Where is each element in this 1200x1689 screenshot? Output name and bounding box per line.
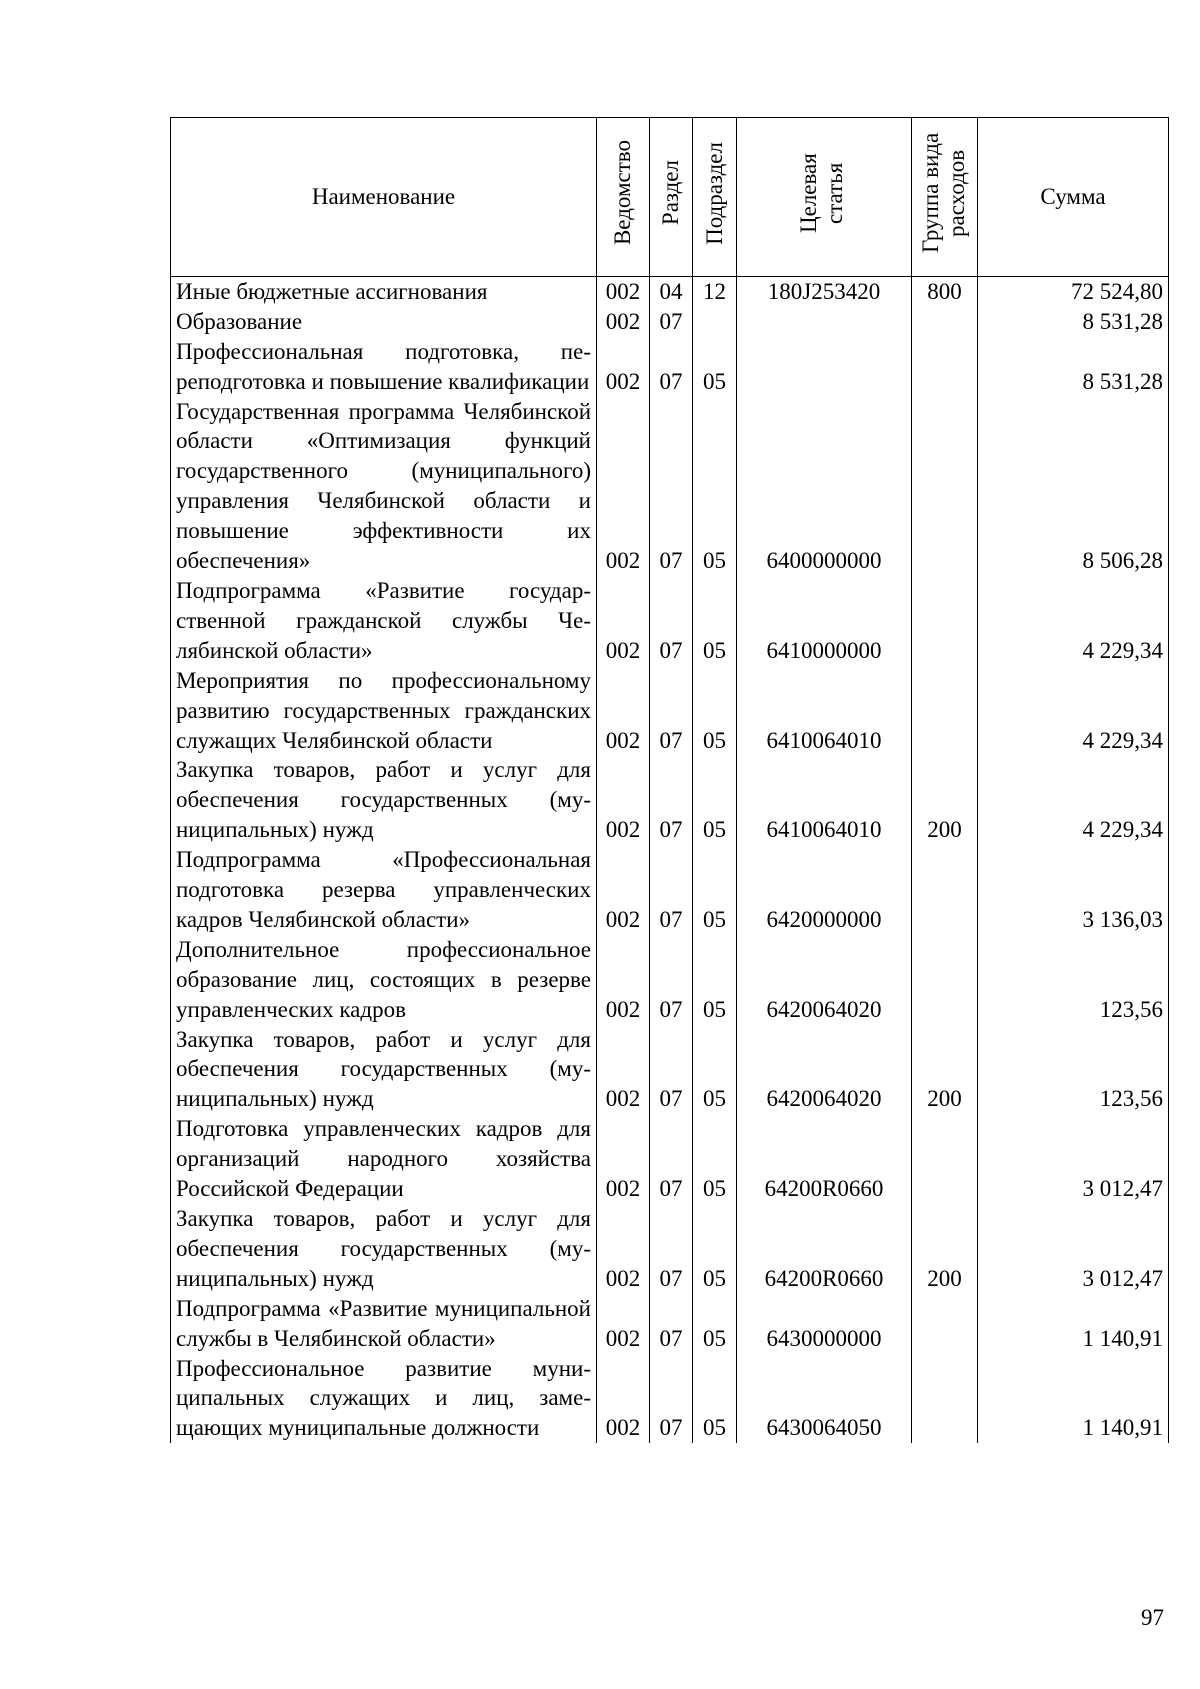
cell-gruppa: [912, 935, 978, 1025]
cell-vedomstvo: 002: [597, 337, 650, 397]
header-summa: [978, 118, 1169, 277]
cell-name: Закупка товаров, работ и услуг для обеспечения государственных (муниципальных) нужд: [171, 1204, 597, 1294]
cell-gruppa: [912, 576, 978, 666]
cell-podrazdel: 05: [693, 666, 737, 756]
header-razdel-label: Раздел: [658, 160, 683, 226]
header-gruppa-label: Группа вида расходов: [917, 132, 969, 254]
header-name-label: Наименование: [311, 184, 456, 209]
table-row: [171, 1204, 1169, 1294]
cell-summa: 3 136,03: [978, 845, 1169, 935]
cell-name: Иные бюджетные ассигнования: [171, 276, 597, 306]
cell-summa: 3 012,47: [978, 1114, 1169, 1204]
cell-podrazdel: 05: [693, 1294, 737, 1354]
cell-podrazdel: 05: [693, 1114, 737, 1204]
cell-gruppa: [912, 337, 978, 397]
cell-summa: 4 229,34: [978, 755, 1169, 845]
budget-table: [170, 117, 1169, 1443]
table-row: [171, 845, 1169, 935]
cell-podrazdel: [693, 307, 737, 337]
header-gruppa-vida-rashodov: [912, 118, 978, 277]
cell-vedomstvo: 002: [597, 1114, 650, 1204]
cell-razdel: 07: [650, 1354, 693, 1444]
header-vedomstvo-label: Ведомство: [610, 140, 635, 246]
cell-name: Дополнительное профессиональное образование лиц, состоящих в резерве управленческих кадров: [171, 935, 597, 1025]
cell-celevaya-statya: 180J253420: [737, 276, 912, 306]
cell-celevaya-statya: 6420000000: [737, 845, 912, 935]
cell-summa: 4 229,34: [978, 576, 1169, 666]
cell-gruppa: 200: [912, 755, 978, 845]
cell-celevaya-statya: 64200R0660: [737, 1114, 912, 1204]
cell-gruppa: [912, 307, 978, 337]
cell-vedomstvo: 002: [597, 1025, 650, 1115]
cell-gruppa: [912, 1354, 978, 1444]
cell-name: Закупка товаров, работ и услуг для обеспечения государственных (муниципальных) нужд: [171, 755, 597, 845]
cell-podrazdel: 05: [693, 1025, 737, 1115]
header-podrazdel-label: Подраздел: [701, 141, 727, 245]
cell-celevaya-statya: 6410000000: [737, 576, 912, 666]
header-vedomstvo: [597, 118, 650, 277]
cell-razdel: 04: [650, 276, 693, 306]
cell-razdel: 07: [650, 576, 693, 666]
header-name: [171, 118, 597, 277]
header-summa-label: Сумма: [1040, 184, 1106, 209]
cell-celevaya-statya: 64200R0660: [737, 1204, 912, 1294]
cell-podrazdel: 05: [693, 935, 737, 1025]
cell-vedomstvo: 002: [597, 307, 650, 337]
cell-razdel: 07: [650, 845, 693, 935]
cell-summa: 1 140,91: [978, 1294, 1169, 1354]
table-row: [171, 666, 1169, 756]
cell-vedomstvo: 002: [597, 397, 650, 576]
header-celevaya-statya-label: Целевая статья: [796, 153, 847, 233]
cell-name: Образование: [171, 307, 597, 337]
table-row: [171, 1025, 1169, 1115]
table-row: [171, 1114, 1169, 1204]
cell-razdel: 07: [650, 755, 693, 845]
cell-name: Подпрограмма «Профессиональная подготовка резерва управленческих кадров Челябинской области»: [171, 845, 597, 935]
cell-razdel: 07: [650, 1114, 693, 1204]
cell-podrazdel: 12: [693, 276, 737, 306]
cell-name: Профессиональное развитие муниципальных служащих и лиц, замещающих муниципальные должности: [171, 1354, 597, 1444]
cell-vedomstvo: 002: [597, 1294, 650, 1354]
table-row: [171, 1294, 1169, 1354]
cell-name: Профессиональная подготовка, переподготовка и повышение квалификации: [171, 337, 597, 397]
cell-vedomstvo: 002: [597, 935, 650, 1025]
cell-celevaya-statya: [737, 337, 912, 397]
table-row: [171, 397, 1169, 576]
cell-podrazdel: 05: [693, 1354, 737, 1444]
cell-gruppa: [912, 1114, 978, 1204]
cell-vedomstvo: 002: [597, 845, 650, 935]
cell-podrazdel: 05: [693, 845, 737, 935]
cell-razdel: 07: [650, 307, 693, 337]
cell-celevaya-statya: 6420064020: [737, 935, 912, 1025]
cell-summa: 3 012,47: [978, 1204, 1169, 1294]
cell-podrazdel: 05: [693, 755, 737, 845]
cell-summa: 123,56: [978, 1025, 1169, 1115]
cell-razdel: 07: [650, 1294, 693, 1354]
cell-summa: 123,56: [978, 935, 1169, 1025]
header-celevaya-statya: [737, 118, 912, 277]
cell-podrazdel: 05: [693, 1204, 737, 1294]
cell-gruppa: 200: [912, 1204, 978, 1294]
cell-summa: 8 531,28: [978, 337, 1169, 397]
cell-name: Закупка товаров, работ и услуг для обеспечения государственных (муниципальных) нужд: [171, 1025, 597, 1115]
cell-podrazdel: 05: [693, 397, 737, 576]
table-header: [171, 118, 1169, 277]
cell-vedomstvo: 002: [597, 576, 650, 666]
cell-name: Государственная программа Челябинской области «Оптимизация функций государственного (муниципального) управления Челябинской области и повышение эффективности их обеспечения»: [171, 397, 597, 576]
cell-razdel: 07: [650, 1025, 693, 1115]
cell-celevaya-statya: 6420064020: [737, 1025, 912, 1115]
header-razdel: [650, 118, 693, 277]
cell-summa: 4 229,34: [978, 666, 1169, 756]
cell-summa: 8 506,28: [978, 397, 1169, 576]
cell-razdel: 07: [650, 397, 693, 576]
cell-razdel: 07: [650, 1204, 693, 1294]
cell-summa: 8 531,28: [978, 307, 1169, 337]
cell-celevaya-statya: 6430064050: [737, 1354, 912, 1444]
cell-celevaya-statya: 6430000000: [737, 1294, 912, 1354]
cell-razdel: 07: [650, 935, 693, 1025]
cell-summa: 1 140,91: [978, 1354, 1169, 1444]
cell-gruppa: [912, 845, 978, 935]
cell-gruppa: [912, 666, 978, 756]
table-row: [171, 337, 1169, 397]
cell-vedomstvo: 002: [597, 1204, 650, 1294]
table-row: [171, 576, 1169, 666]
cell-vedomstvo: 002: [597, 666, 650, 756]
cell-celevaya-statya: 6410064010: [737, 755, 912, 845]
cell-celevaya-statya: 6410064010: [737, 666, 912, 756]
cell-name: Подпрограмма «Развитие муниципальной службы в Челябинской области»: [171, 1294, 597, 1354]
cell-podrazdel: 05: [693, 576, 737, 666]
budget-table-container: [170, 117, 1168, 1443]
table-row: [171, 935, 1169, 1025]
table-row: [171, 307, 1169, 337]
cell-razdel: 07: [650, 337, 693, 397]
table-row: [171, 1354, 1169, 1444]
cell-razdel: 07: [650, 666, 693, 756]
cell-podrazdel: 05: [693, 337, 737, 397]
cell-gruppa: [912, 397, 978, 576]
cell-name: Подготовка управленческих кадров для организаций народного хозяйства Российской Федерации: [171, 1114, 597, 1204]
cell-name: Подпрограмма «Развитие государственной гражданской службы Челябинской области»: [171, 576, 597, 666]
cell-celevaya-statya: [737, 307, 912, 337]
cell-celevaya-statya: 6400000000: [737, 397, 912, 576]
header-row: [171, 118, 1169, 277]
cell-vedomstvo: 002: [597, 755, 650, 845]
cell-gruppa: 200: [912, 1025, 978, 1115]
table-body: [171, 276, 1169, 1443]
cell-vedomstvo: 002: [597, 1354, 650, 1444]
header-podrazdel: [693, 118, 737, 277]
table-row: [171, 276, 1169, 306]
cell-summa: 72 524,80: [978, 276, 1169, 306]
cell-gruppa: [912, 1294, 978, 1354]
page-number: 97: [1141, 1605, 1164, 1630]
table-row: [171, 755, 1169, 845]
cell-name: Мероприятия по профессиональному развитию государственных гражданских служащих Челябинской области: [171, 666, 597, 756]
cell-vedomstvo: 002: [597, 276, 650, 306]
cell-gruppa: 800: [912, 276, 978, 306]
